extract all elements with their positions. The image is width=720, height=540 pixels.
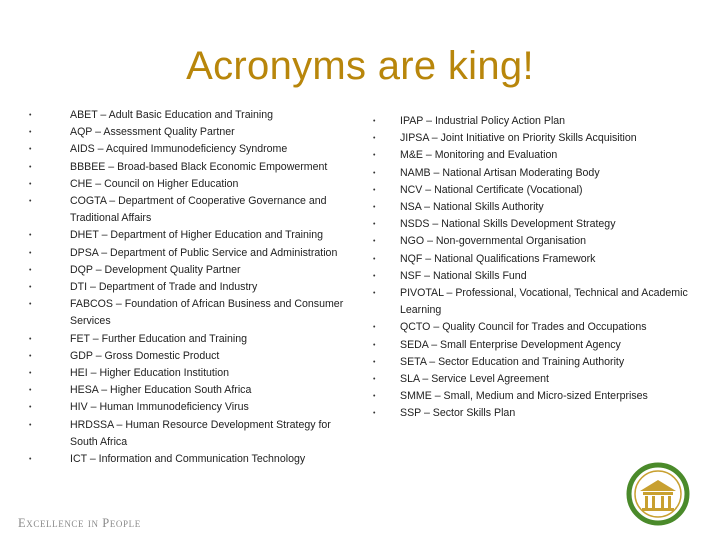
acronym-item xyxy=(29,107,350,124)
acronym-text: HRDSSA – Human Resource Development Strategy for South Africa xyxy=(70,418,331,448)
acronym-text: AQP – Assessment Quality Partner xyxy=(70,126,235,139)
acronym-text: SMME – Small, Medium and Micro-sized Enterprises xyxy=(400,390,648,403)
acronym-item xyxy=(29,262,350,279)
acronym-item xyxy=(373,354,690,371)
acronym-item xyxy=(29,451,350,468)
acronym-item xyxy=(29,296,350,330)
acronym-item xyxy=(373,285,690,319)
acronym-text: QCTO – Quality Council for Trades and Occupations xyxy=(400,321,647,334)
acronym-text: JIPSA – Joint Initiative on Priority Skills Acquisition xyxy=(400,132,637,145)
bullet-icon: • xyxy=(29,180,32,188)
acronym-list-left xyxy=(29,107,350,468)
acronym-item xyxy=(29,124,350,141)
acronym-item xyxy=(373,405,690,422)
acronym-item xyxy=(373,165,690,182)
bullet-icon: • xyxy=(373,272,376,280)
bullet-icon: • xyxy=(29,129,32,137)
acronym-text: M&E – Monitoring and Evaluation xyxy=(400,149,558,162)
acronym-list-right xyxy=(373,113,690,423)
bullet-icon: • xyxy=(29,232,32,240)
acronym-text: CHE – Council on Higher Education xyxy=(70,177,239,190)
acronym-item xyxy=(373,268,690,285)
acronym-item xyxy=(373,130,690,147)
bullet-icon: • xyxy=(29,146,32,154)
acronym-item xyxy=(373,182,690,199)
bullet-icon: • xyxy=(373,410,376,418)
acronym-item xyxy=(373,337,690,354)
bullet-icon: • xyxy=(373,135,376,143)
bullet-icon: • xyxy=(29,163,32,171)
bullet-icon: • xyxy=(373,255,376,263)
acronym-item xyxy=(29,348,350,365)
acronym-text: SSP – Sector Skills Plan xyxy=(400,407,516,420)
bullet-icon: • xyxy=(29,404,32,412)
bullet-icon: • xyxy=(373,152,376,160)
acronym-item xyxy=(373,371,690,388)
acronym-text: DHET – Department of Higher Education and Training xyxy=(70,229,324,242)
acronym-item xyxy=(29,365,350,382)
acronym-text: FET – Further Education and Training xyxy=(70,332,248,345)
acronym-text: PIVOTAL – Professional, Vocational, Technical and Academic Learning xyxy=(400,287,688,317)
bullet-icon: • xyxy=(29,387,32,395)
bullet-icon: • xyxy=(29,112,32,119)
acronym-text: DTI – Department of Trade and Industry xyxy=(70,281,258,294)
bullet-icon: • xyxy=(373,238,376,246)
bullet-icon: • xyxy=(29,198,32,206)
bullet-icon: • xyxy=(373,221,376,229)
acronym-item xyxy=(373,147,690,164)
acronym-item xyxy=(373,199,690,216)
acronym-text: NCV – National Certificate (Vocational) xyxy=(400,183,583,196)
bullet-icon: • xyxy=(373,204,376,212)
bullet-icon: • xyxy=(373,290,376,298)
acronym-item xyxy=(29,176,350,193)
acronym-item xyxy=(373,216,690,233)
bullet-icon: • xyxy=(29,421,32,429)
acronym-text: NGO – Non-governmental Organisation xyxy=(400,235,587,248)
acronym-text: HEI – Higher Education Institution xyxy=(70,367,229,380)
acronym-item xyxy=(29,159,350,176)
acronym-text: HIV – Human Immunodeficiency Virus xyxy=(70,401,249,414)
acronym-text: SEDA – Small Enterprise Development Agency xyxy=(400,338,621,351)
acronym-item xyxy=(29,279,350,296)
acronym-text: NSDS – National Skills Development Strategy xyxy=(400,218,616,231)
acronym-text: BBBEE – Broad-based Black Economic Empowerment xyxy=(70,160,328,173)
acronym-text: GDP – Gross Domestic Product xyxy=(70,349,220,362)
acronym-text: DPSA – Department of Public Service and Administration xyxy=(70,246,338,259)
acronym-item xyxy=(29,227,350,244)
bullet-icon: • xyxy=(29,335,32,343)
bullet-icon: • xyxy=(373,169,376,177)
bullet-icon: • xyxy=(373,186,376,194)
acronym-item xyxy=(29,193,350,227)
acronym-text: HESA – Higher Education South Africa xyxy=(70,384,252,397)
acronym-item xyxy=(373,233,690,250)
acronym-item xyxy=(373,113,690,130)
bullet-icon: • xyxy=(29,249,32,257)
acronym-text: FABCOS – Foundation of African Business and Consumer Services xyxy=(70,298,344,328)
acronym-item xyxy=(373,388,690,405)
bullet-icon: • xyxy=(373,358,376,366)
acronym-text: NQF – National Qualifications Framework xyxy=(400,252,596,265)
bullet-icon: • xyxy=(373,393,376,401)
acronym-text: NSA – National Skills Authority xyxy=(400,201,544,214)
acronym-item xyxy=(373,319,690,336)
bullet-icon: • xyxy=(29,266,32,274)
acronym-text: ABET – Adult Basic Education and Training xyxy=(70,109,273,121)
footer-tagline: Excellence in People xyxy=(18,516,141,530)
bullet-icon: • xyxy=(373,376,376,384)
acronym-item xyxy=(29,417,350,451)
bullet-icon: • xyxy=(29,284,32,292)
acronym-text: SETA – Sector Education and Training Authority xyxy=(400,355,625,368)
bullet-icon: • xyxy=(29,352,32,360)
acronym-text: IPAP – Industrial Policy Action Plan xyxy=(400,115,566,127)
acronym-text: NAMB – National Artisan Moderating Body xyxy=(400,166,600,179)
acronym-item xyxy=(29,331,350,348)
acronym-item xyxy=(29,382,350,399)
acronym-item xyxy=(29,245,350,262)
acronym-item xyxy=(373,251,690,268)
bullet-icon: • xyxy=(29,456,32,464)
acronym-text: AIDS – Acquired Immunodeficiency Syndrome xyxy=(70,143,288,156)
bullet-icon: • xyxy=(373,118,376,125)
acronym-text: SLA – Service Level Agreement xyxy=(400,373,549,386)
logo-emblem-icon xyxy=(626,462,690,526)
bullet-icon: • xyxy=(29,301,32,309)
acronym-text: COGTA – Department of Cooperative Governance and Traditional Affairs xyxy=(70,195,327,225)
acronym-text: DQP – Development Quality Partner xyxy=(70,263,241,276)
bullet-icon: • xyxy=(373,324,376,332)
acronym-text: NSF – National Skills Fund xyxy=(400,269,527,282)
acronym-item xyxy=(29,141,350,158)
slide-title: Acronyms are king! xyxy=(186,44,534,88)
bullet-icon: • xyxy=(29,370,32,378)
acronym-text: ICT – Information and Communication Technology xyxy=(70,453,306,466)
acronym-item xyxy=(29,399,350,416)
bullet-icon: • xyxy=(373,341,376,349)
